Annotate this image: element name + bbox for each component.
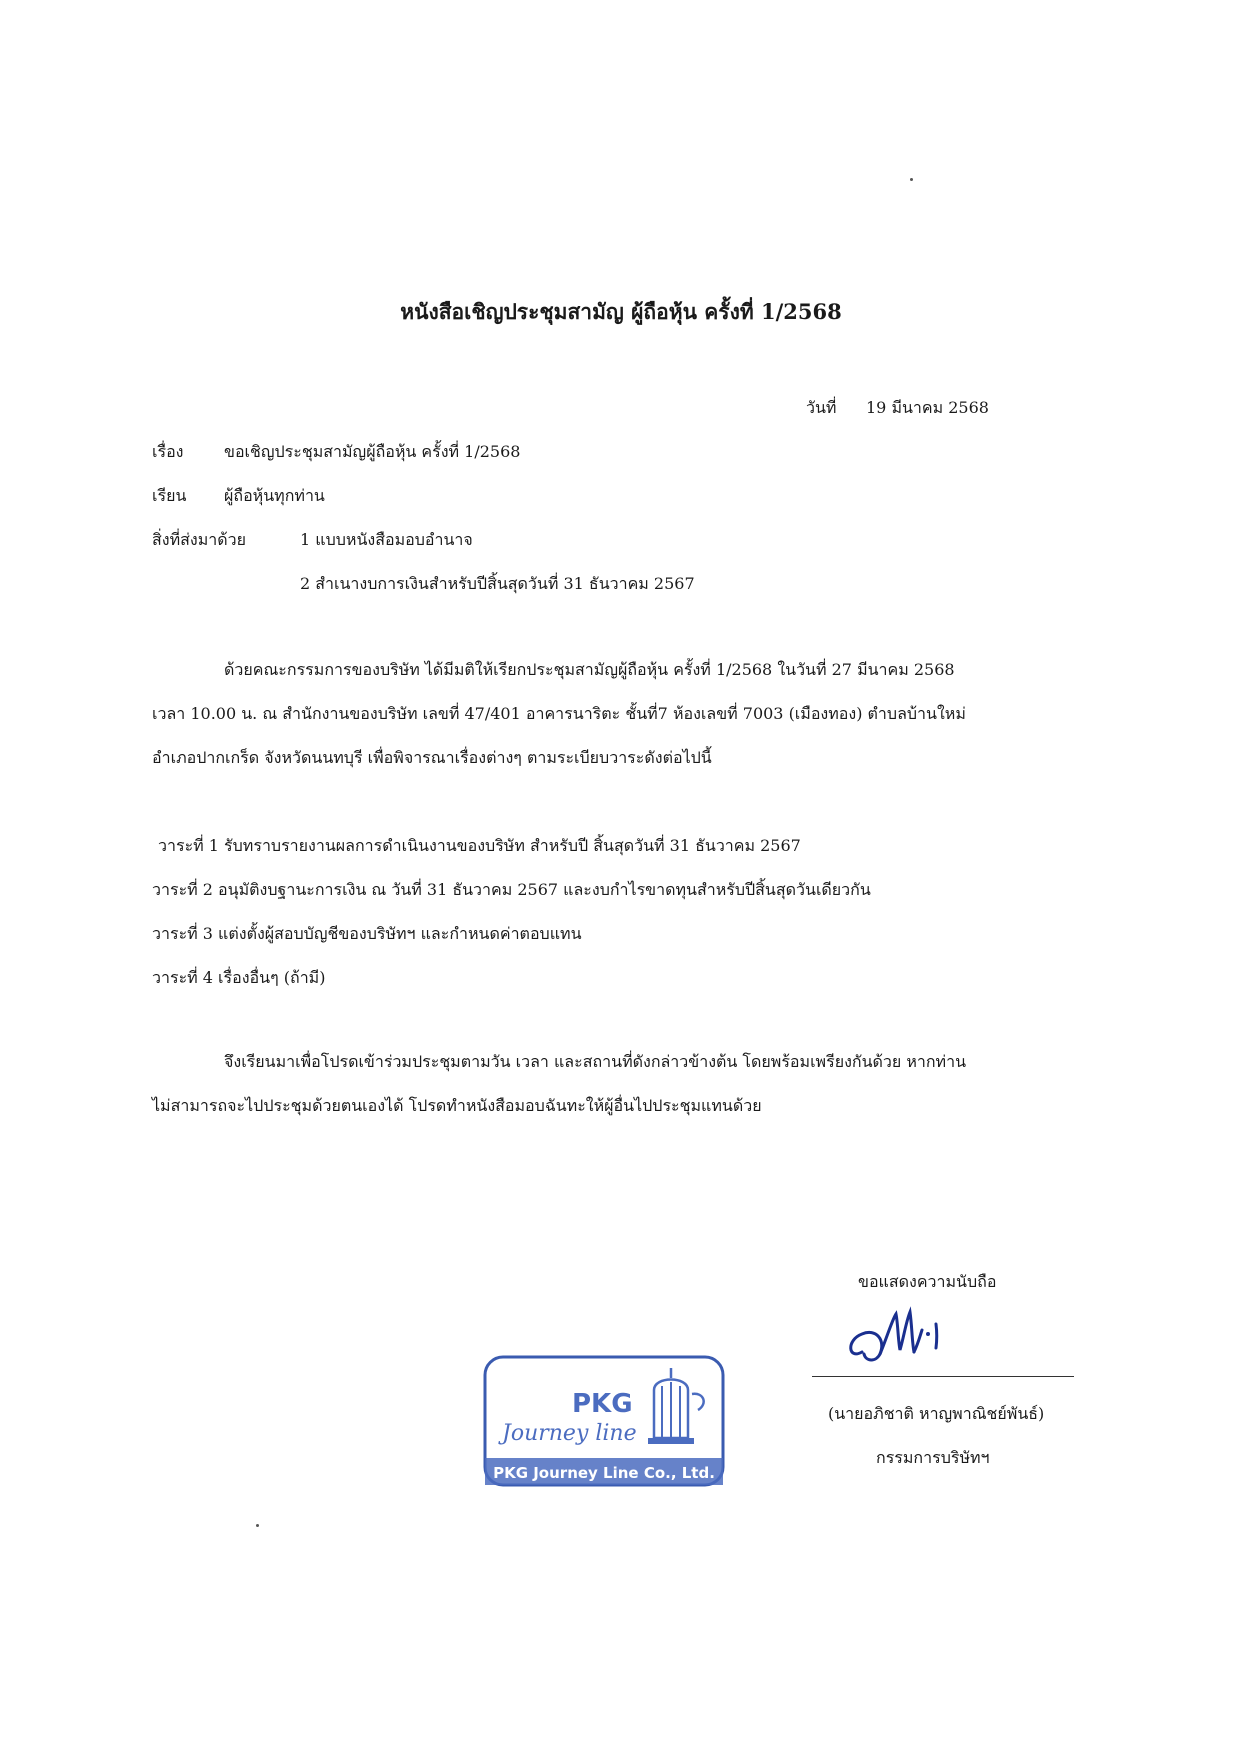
signatory-name: (นายอภิชาติ หาญพาณิชย์พันธ์) <box>828 1404 1045 1423</box>
paragraph-line: จึงเรียนมาเพื่อโปรดเข้าร่วมประชุมตามวัน เวลา และสถานที่ดังกล่าวข้างต้น โดยพร้อมเพรียงกันด้วย หากท่าน <box>224 1052 967 1071</box>
closing-text: ขอแสดงความนับถือ <box>858 1272 997 1291</box>
agenda-item: วาระที่ 3 แต่งตั้งผู้สอบบัญชีของบริษัทฯ และกำหนดค่าตอบแทน <box>152 924 582 943</box>
document-title: หนังสือเชิญประชุมสามัญ ผู้ถือหุ้น ครั้งที่ 1/2568 <box>400 299 842 324</box>
signature-line <box>812 1376 1074 1377</box>
enclosure-item: 2 สำเนางบการเงินสำหรับปีสิ้นสุดวันที่ 31 ธันวาคม 2567 <box>300 574 695 593</box>
stamp-script-text: Journey line <box>502 1421 637 1446</box>
paragraph-line: อำเภอปากเกร็ด จังหวัดนนทบุรี เพื่อพิจารณาเรื่องต่างๆ ตามระเบียบวาระดังต่อไปนี้ <box>152 748 712 767</box>
enclosure-item: 1 แบบหนังสือมอบอำนาจ <box>300 530 473 549</box>
stamp-brand: PKG <box>572 1389 633 1419</box>
paragraph-line: ด้วยคณะกรรมการของบริษัท ได้มีมติให้เรียกประชุมสามัญผู้ถือหุ้น ครั้งที่ 1/2568 ในวันที่ 27 มีนาคม 2568 <box>224 660 955 679</box>
agenda-item: วาระที่ 2 อนุมัติงบฐานะการเงิน ณ วันที่ 31 ธันวาคม 2567 และงบกำไรขาดทุนสำหรับปีสิ้นสุดวันเดียวกัน <box>152 880 871 899</box>
birdcage-icon <box>648 1368 704 1444</box>
scan-speck <box>910 178 913 181</box>
agenda-item: วาระที่ 1 รับทราบรายงานผลการดำเนินงานของบริษัท สำหรับปี สิ้นสุดวันที่ 31 ธันวาคม 2567 <box>158 836 801 855</box>
signature-image <box>840 1300 980 1380</box>
company-stamp <box>482 1354 726 1488</box>
date-value: 19 มีนาคม 2568 <box>866 398 989 417</box>
stamp-company-name: PKG Journey Line Co., Ltd. <box>493 1464 715 1482</box>
paragraph-line: ไม่สามารถจะไปประชุมด้วยตนเองได้ โปรดทำหนังสือมอบฉันทะให้ผู้อื่นไปประชุมแทนด้วย <box>152 1096 762 1115</box>
enclosures-label: สิ่งที่ส่งมาด้วย <box>152 530 246 549</box>
agenda-item: วาระที่ 4 เรื่องอื่นๆ (ถ้ามี) <box>152 968 326 987</box>
subject-value: ขอเชิญประชุมสามัญผู้ถือหุ้น ครั้งที่ 1/2568 <box>224 442 521 461</box>
recipient-value: ผู้ถือหุ้นทุกท่าน <box>224 486 325 505</box>
scan-speck <box>256 1524 259 1527</box>
paragraph-line: เวลา 10.00 น. ณ สำนักงานของบริษัท เลขที่ 47/401 อาคารนาริตะ ชั้นที่7 ห้องเลขที่ 7003 (เมืองทอง) ตำบลบ้านใหม่ <box>152 704 966 723</box>
recipient-label: เรียน <box>152 486 187 505</box>
signatory-position: กรรมการบริษัทฯ <box>876 1448 990 1467</box>
date-label: วันที่ <box>806 398 837 417</box>
subject-label: เรื่อง <box>152 442 184 461</box>
